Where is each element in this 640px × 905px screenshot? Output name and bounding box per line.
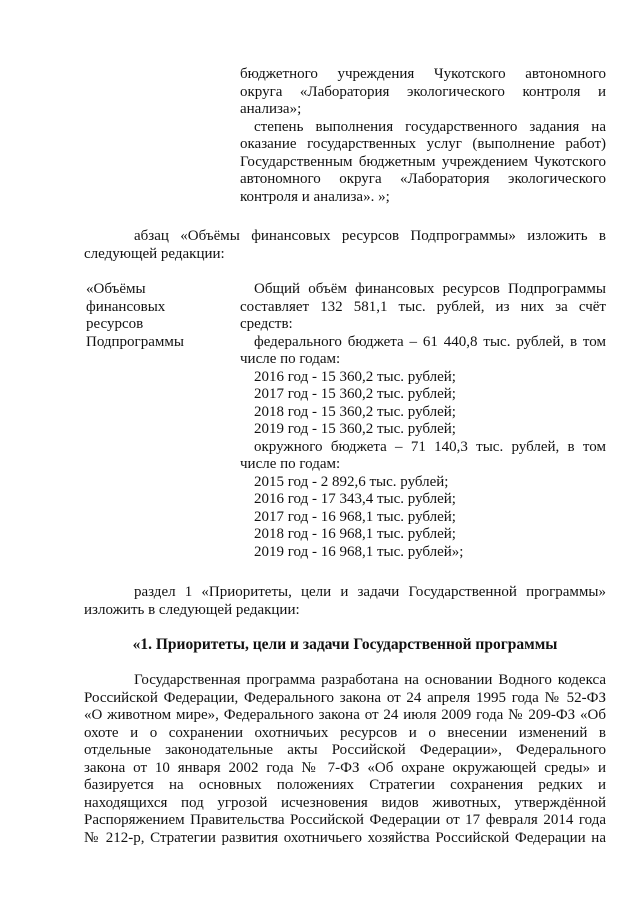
text-line: ресурсов (86, 316, 144, 332)
text-line: Российской Федерации, Федерального закона от 24 апреля 1995 года № 52-ФЗ (84, 689, 606, 706)
text-line: составляет 132 581,1 тыс. рублей, из них за счёт (240, 298, 606, 315)
body-paragraph (84, 672, 606, 847)
text-line: контроля и анализа». »; (240, 188, 390, 205)
text-line: анализа»; (240, 101, 302, 117)
text-line: отдельные законодательные акты Российской Федерации», Федерального (84, 742, 606, 758)
text-line: № 212-р, Стратегии развития охотничьего хозяйства Российской Федерации на (84, 829, 606, 846)
text-line: следующей редакции: (84, 245, 225, 262)
text-line: финансовых (86, 298, 166, 315)
text-line: «О животном мире», Федерального закона от 24 июля 2009 года № 209-ФЗ «Об (84, 707, 606, 723)
text-line: 2017 год - 16 968,1 тыс. рублей; (254, 508, 456, 525)
text-line: Государственная программа разработана на основании Водного кодекса (134, 672, 606, 688)
text-line: Общий объём финансовых ресурсов Подпрограммы (254, 281, 606, 297)
text-line: автономного округа «Лаборатория экологического (240, 171, 606, 187)
text-line: Распоряжением Правительства Российской Федерации от 17 февраля 2014 года (84, 812, 606, 828)
text-line: числе по годам: (240, 456, 341, 472)
text-line: числе по годам: (240, 351, 341, 367)
text-line: 2016 год - 17 343,4 тыс. рублей; (254, 491, 456, 507)
text-line: 2015 год - 2 892,6 тыс. рублей; (254, 473, 449, 490)
table-value-column (240, 281, 606, 561)
text-line: оказание государственных услуг (выполнение работ) (240, 136, 606, 152)
text-line: 2019 год - 16 968,1 тыс. рублей»; (254, 543, 464, 560)
text-line: 2019 год - 15 360,2 тыс. рублей; (254, 421, 456, 437)
text-line: раздел 1 «Приоритеты, цели и задачи Государственной программы» (134, 584, 606, 600)
text-line: средств: (240, 316, 293, 332)
amendment-paragraph (84, 228, 606, 263)
text-line: федерального бюджета – 61 440,8 тыс. рублей, в том (254, 333, 606, 350)
section-heading: «1. Приоритеты, цели и задачи Государственной программы (132, 636, 558, 653)
text-line: 2017 год - 15 360,2 тыс. рублей; (254, 386, 456, 402)
text-line: округа «Лаборатория экологического контроля и (240, 83, 606, 100)
continuation-block (240, 66, 606, 206)
text-line: находящихся под угрозой исчезновения видов животных, утверждённой (84, 794, 606, 811)
text-line: базируется на основных положениях Стратегии сохранения редких и (84, 777, 606, 793)
amendment-paragraph (84, 584, 606, 619)
text-line: Государственным бюджетным учреждением Чукотского (240, 153, 606, 170)
text-line: бюджетного учреждения Чукотского автономного (240, 66, 606, 82)
text-line: изложить в следующей редакции: (84, 601, 300, 618)
text-line: 2018 год - 15 360,2 тыс. рублей; (254, 403, 456, 420)
text-line: окружного бюджета – 71 140,3 тыс. рублей, в том (254, 438, 606, 455)
text-line: абзац «Объёмы финансовых ресурсов Подпрограммы» изложить в (134, 228, 606, 244)
text-line: «Объёмы (86, 281, 146, 297)
text-line: степень выполнения государственного задания на (254, 118, 606, 135)
text-line: Подпрограммы (86, 333, 184, 350)
text-line: 2016 год - 15 360,2 тыс. рублей; (254, 368, 456, 385)
text-line: 2018 год - 16 968,1 тыс. рублей; (254, 526, 456, 542)
table-label-column (86, 281, 236, 351)
text-line: охоте и о сохранении охотничьих ресурсов и о внесении изменений в (84, 724, 606, 741)
text-line: закона от 10 января 2002 года № 7-ФЗ «Об охране окружающей среды» и (84, 759, 606, 776)
